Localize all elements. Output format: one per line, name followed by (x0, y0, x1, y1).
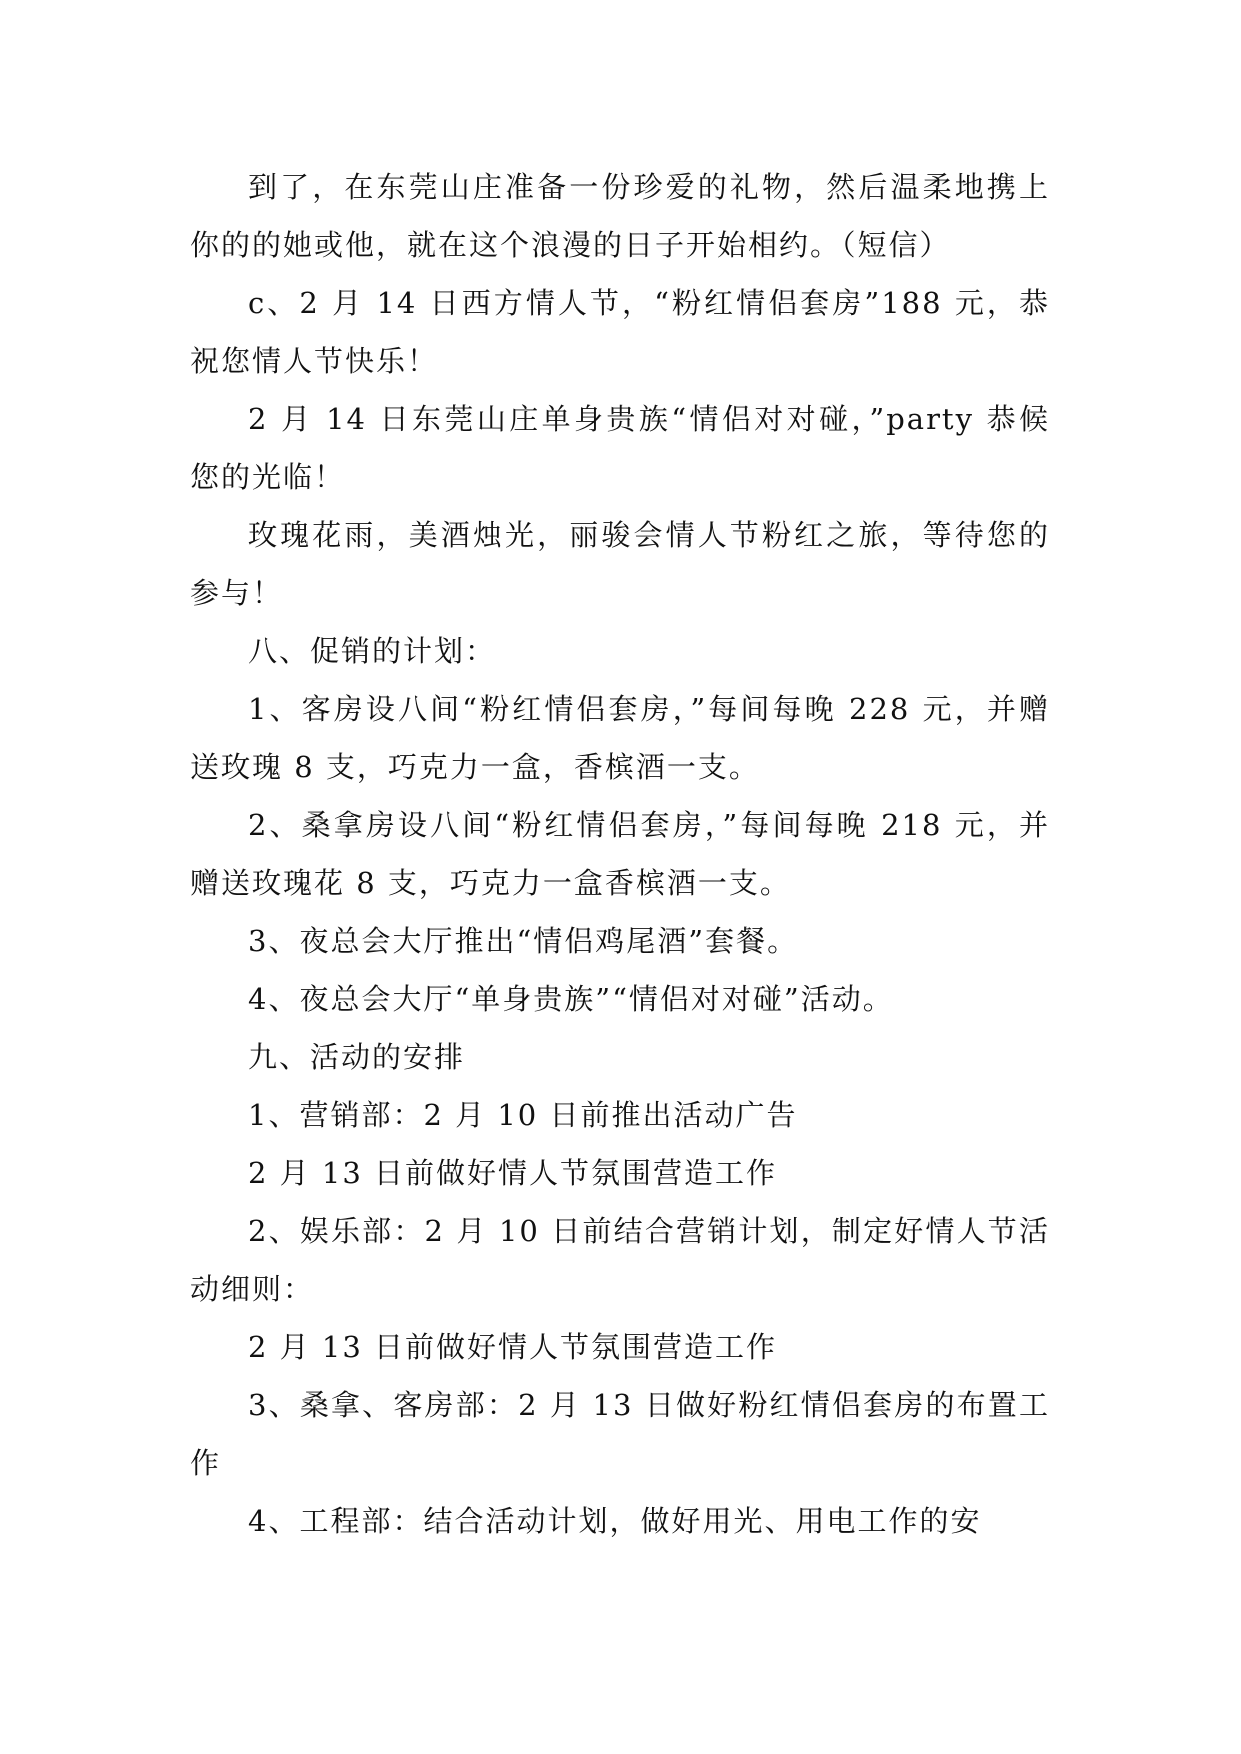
paragraph-rose-rain: 玫瑰花雨，美酒烛光，丽骏会情人节粉红之旅，等待您的参与！ (190, 518, 1050, 610)
paragraph-valentines-suite-offer: c、2 月 14 日西方情人节，“粉红情侣套房”188 元，恭祝您情人节快乐！ (190, 286, 1050, 378)
list-item-entertainment-dept: 2、娱乐部：2 月 10 日前结合营销计划，制定好情人节活动细则： (190, 1214, 1050, 1306)
list-item-entertainment-atmosphere: 2 月 13 日前做好情人节氛围营造工作 (248, 1330, 778, 1364)
list-item-marketing-dept: 1、营销部：2 月 10 日前推出活动广告 (248, 1098, 798, 1132)
list-item-sauna-guest-room-dept: 3、桑拿、客房部：2 月 13 日做好粉红情侣套房的布置工作 (190, 1388, 1050, 1480)
list-item-sauna-suites: 2、桑拿房设八间“粉红情侣套房，”每间每晚 218 元，并赠送玫瑰花 8 支，巧克力一盒香槟酒一支。 (190, 808, 1050, 900)
paragraph-singles-party: 2 月 14 日东莞山庄单身贵族“情侣对对碰，”party 恭候您的光临！ (190, 402, 1050, 494)
list-item-marketing-atmosphere: 2 月 13 日前做好情人节氛围营造工作 (248, 1156, 778, 1190)
list-item-singles-event: 4、夜总会大厅“单身贵族”“情侣对对碰”活动。 (248, 982, 894, 1016)
list-item-guest-room-suites: 1、客房设八间“粉红情侣套房，”每间每晚 228 元，并赠送玫瑰 8 支，巧克力一盒，香槟酒一支。 (190, 692, 1050, 784)
section-heading-activity-arrangement: 九、活动的安排 (248, 1040, 466, 1074)
section-heading-promotion-plan: 八、促销的计划： (248, 634, 497, 668)
paragraph-gift-invitation: 到了，在东莞山庄准备一份珍爱的礼物，然后温柔地携上你的的她或他，就在这个浪漫的日子开始相约。（短信） (190, 170, 1050, 262)
list-item-engineering-dept: 4、工程部：结合活动计划，做好用光、用电工作的安 (248, 1504, 982, 1538)
list-item-cocktail-package: 3、夜总会大厅推出“情侣鸡尾酒”套餐。 (248, 924, 799, 958)
document-body (190, 158, 1050, 1550)
